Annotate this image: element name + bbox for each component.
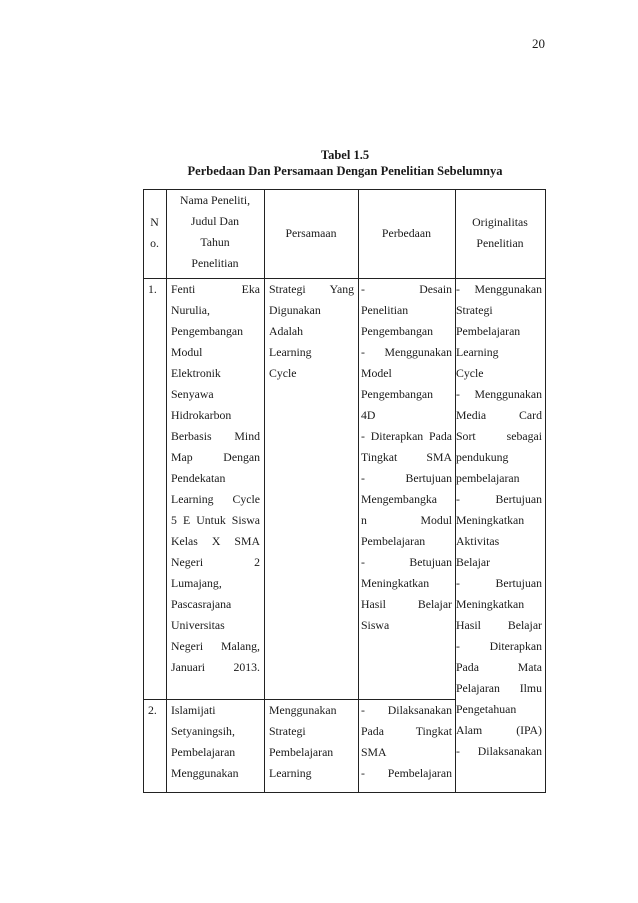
row-1-nama-line: Learning Cycle <box>171 492 260 506</box>
row-1-perbedaan-line: Mengembangka <box>361 492 438 506</box>
row-1-perbedaan-line: - Bertujuan <box>361 471 452 485</box>
comparison-table <box>143 189 546 793</box>
row-2-no: 2. <box>148 703 157 717</box>
row-1-perbedaan-line: Model <box>361 366 392 380</box>
row-1-originalitas-line: Learning <box>456 345 499 359</box>
row-1-originalitas-line: Meningkatkan <box>456 513 525 527</box>
header-no <box>143 212 166 254</box>
row-1-persamaan-line: Cycle <box>269 366 297 380</box>
row-1-perbedaan-line: Pengembangan <box>361 387 434 401</box>
row-1-perbedaan-line: 4D <box>361 408 376 422</box>
row-1-nama <box>171 279 260 678</box>
row-2-nama <box>171 700 260 784</box>
row-1-originalitas-line: Pengetahuan <box>456 702 517 716</box>
header-originalitas <box>455 212 545 254</box>
row-1-persamaan-line: Learning <box>269 345 312 359</box>
row-2-nama-line: Setyaningsih, <box>171 724 235 738</box>
row-1-nama-line: Negeri Malang, <box>171 639 260 653</box>
row-1-perbedaan-line: - Betujuan <box>361 555 452 569</box>
row-1-originalitas-line: - Bertujuan <box>456 492 542 506</box>
row-2-persamaan-line: Strategi <box>269 724 306 738</box>
row-1-nama-line: Lumajang, <box>171 576 222 590</box>
row-2-perbedaan-line: - Dilaksanakan <box>361 703 452 717</box>
row-1-nama-line: Hidrokarbon <box>171 408 232 422</box>
row-1-nama-line: Kelas X SMA <box>171 534 260 548</box>
row-1-persamaan-line: Digunakan <box>269 303 321 317</box>
row-1-nama-line: Map Dengan <box>171 450 260 464</box>
row-1-originalitas-line: Aktivitas <box>456 534 500 548</box>
row-1-perbedaan-line: Meningkatkan <box>361 576 430 590</box>
row-1-nama-line: Senyawa <box>171 387 214 401</box>
header-originalitas-line: Originalitas <box>472 215 528 229</box>
header-nama-line: Nama Peneliti, <box>179 193 251 207</box>
row-1-perbedaan-line: Hasil Belajar <box>361 597 452 611</box>
row-1-nama-line: Pendekatan <box>171 471 226 485</box>
row-1-originalitas-line: Meningkatkan <box>456 597 525 611</box>
row-1-perbedaan <box>361 279 452 636</box>
row-2-perbedaan <box>361 700 452 784</box>
table-title: Tabel 1.5 <box>320 148 370 162</box>
row-1-nama-line: Negeri 2 <box>171 555 260 569</box>
header-perbedaan-label: Perbedaan <box>381 226 432 240</box>
row-1-nama-line: Januari 2013. <box>171 660 260 674</box>
row-1-originalitas-line: - Diterapkan <box>456 639 542 653</box>
header-originalitas-line: Penelitian <box>476 236 524 250</box>
page-number: 20 <box>532 36 545 51</box>
row-1-originalitas-line: pendukung <box>456 450 509 464</box>
row-1-perbedaan-line: Siswa <box>361 618 390 632</box>
header-nama-line: Penelitian <box>191 256 239 270</box>
row-1-no: 1. <box>148 282 157 296</box>
header-no-line: N <box>150 215 159 229</box>
row-1-nama-line: Universitas <box>171 618 225 632</box>
row-2-nama-line: Pembelajaran <box>171 745 236 759</box>
row-1-nama-line: Berbasis Mind <box>171 429 260 443</box>
row-1-perbedaan-line: Tingkat SMA <box>361 450 452 464</box>
row-1-originalitas-line: - Dilaksanakan <box>456 744 542 758</box>
row-1-perbedaan-line: n Modul <box>361 513 452 527</box>
header-no-line: o. <box>150 236 159 250</box>
row-1-persamaan-line: Strategi Yang <box>269 282 354 296</box>
row-1-originalitas-line: Pelajaran Ilmu <box>456 681 542 695</box>
row-1-originalitas-line: Cycle <box>456 366 484 380</box>
row-1-originalitas-line: pembelajaran <box>456 471 520 485</box>
row-1-perbedaan-line: Pembelajaran <box>361 534 426 548</box>
row-1-originalitas-line: Belajar <box>456 555 491 569</box>
row-1-originalitas-line: Pembelajaran <box>456 324 521 338</box>
row-2-perbedaan-line: - Pembelajaran <box>361 766 452 780</box>
row-2-persamaan-line: Menggunakan <box>269 703 337 717</box>
row-1-persamaan <box>269 279 354 384</box>
header-persamaan-label: Persamaan <box>285 226 337 240</box>
row-1-originalitas-line: - Menggunakan <box>456 387 542 401</box>
header-perbedaan <box>358 223 455 244</box>
row-1-originalitas-line: Hasil Belajar <box>456 618 542 632</box>
row-2-nama-line: Islamijati <box>171 703 216 717</box>
row-1-nama-line: Nurulia, <box>171 303 210 317</box>
row-1-nama-line: Fenti Eka <box>171 282 260 296</box>
row-1-nama-line: Pengembangan <box>171 324 244 338</box>
row-1-originalitas-line: - Bertujuan <box>456 576 542 590</box>
row-2-persamaan-line: Pembelajaran <box>269 745 334 759</box>
row-2-perbedaan-line: Pada Tingkat <box>361 724 452 738</box>
row-1-perbedaan-line: - Menggunakan <box>361 345 452 359</box>
row-1-originalitas-line: - Menggunakan <box>456 282 542 296</box>
row-2-perbedaan-line: SMA <box>361 745 387 759</box>
row-2-persamaan <box>269 700 354 784</box>
row-1-originalitas-line: Strategi <box>456 303 493 317</box>
row-1-originalitas-line: Alam (IPA) <box>456 723 542 737</box>
row-1-perbedaan-line: - Diterapkan Pada <box>361 429 452 443</box>
row-1-nama-line: Pascasrajana <box>171 597 232 611</box>
row-1-nama-line: 5 E Untuk Siswa <box>171 513 260 527</box>
header-nama-line: Tahun <box>200 235 230 249</box>
header-persamaan <box>264 223 358 244</box>
row-2-persamaan-line: Learning <box>269 766 312 780</box>
row-1-persamaan-line: Adalah <box>269 324 304 338</box>
row-1-nama-line: Elektronik <box>171 366 221 380</box>
table-subtitle: Perbedaan Dan Persamaan Dengan Penelitian Sebelumnya <box>187 164 503 178</box>
header-nama <box>166 190 264 274</box>
row-1-originalitas-line: Pada Mata <box>456 660 542 674</box>
row-2-nama-line: Menggunakan <box>171 766 239 780</box>
header-nama-line: Judul Dan <box>190 214 240 228</box>
row-1-perbedaan-line: - Desain <box>361 282 452 296</box>
row-1-perbedaan-line: Penelitian <box>361 303 409 317</box>
row-1-originalitas <box>456 279 542 762</box>
row-1-originalitas-line: Media Card <box>456 408 542 422</box>
table-caption <box>143 147 547 179</box>
row-1-originalitas-line: Sort sebagai <box>456 429 542 443</box>
row-1-perbedaan-line: Pengembangan <box>361 324 434 338</box>
row-1-nama-line: Modul <box>171 345 203 359</box>
